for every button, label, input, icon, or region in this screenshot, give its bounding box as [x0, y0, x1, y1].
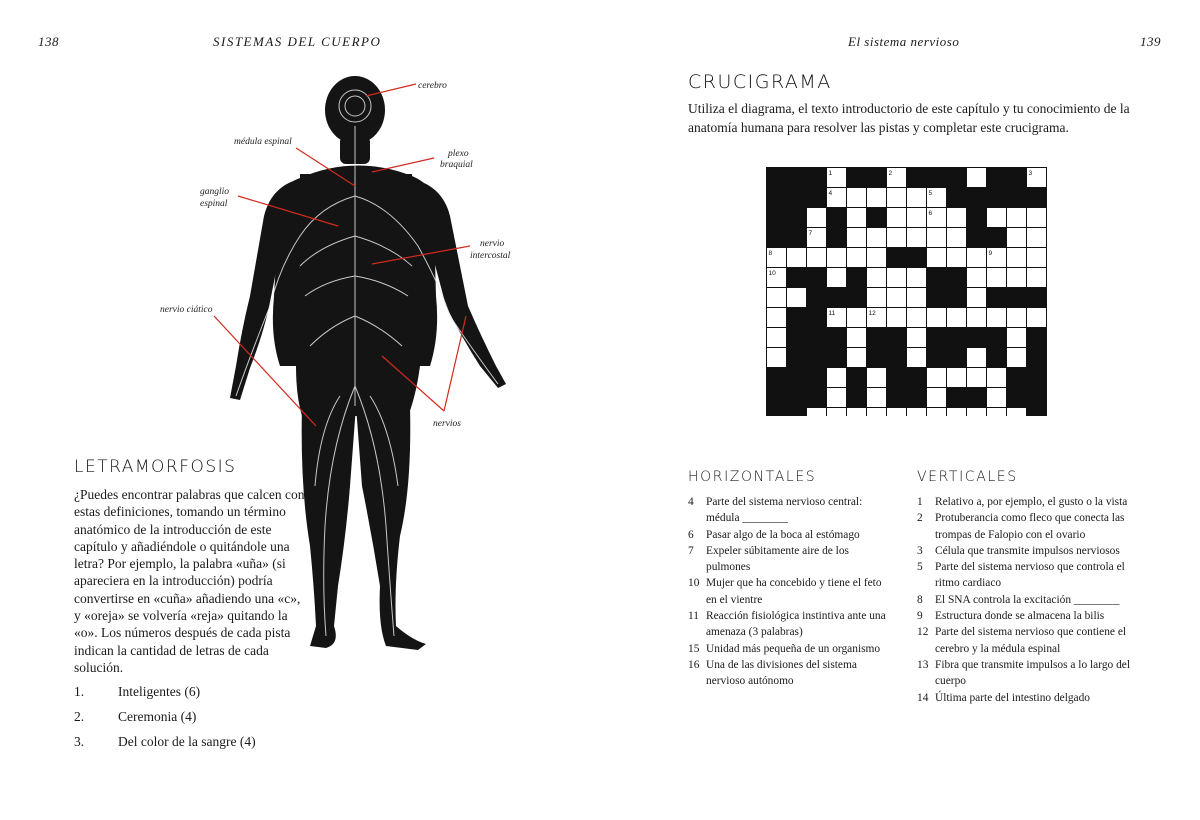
grid-cell[interactable]: [1007, 228, 1026, 247]
grid-clue-number: 12: [868, 310, 876, 317]
grid-cell[interactable]: [907, 188, 926, 207]
crucigrama-intro: Utiliza el diagrama, el texto introductorio de este capítulo y tu conocimiento de la anatomía humana para resolver las pistas y completar este crucigrama.: [688, 101, 1130, 135]
list-item: 3. Del color de la sangre (4): [74, 734, 256, 749]
label-nervio-ciatico: nervio ciático: [160, 305, 213, 315]
clue-item: 2 Protuberancia como fleco que conecta las trompas de Falopio con el ovario: [917, 512, 1125, 541]
grid-cell[interactable]: [827, 408, 846, 416]
grid-cell[interactable]: [827, 248, 846, 267]
grid-cell[interactable]: [1027, 208, 1046, 227]
grid-cell[interactable]: [847, 228, 866, 247]
clue-item: 15 Unidad más pequeña de un organismo: [688, 642, 881, 655]
clue-item: 11 Reacción fisiológica instintiva ante una amenaza (3 palabras): [688, 610, 886, 639]
grid-cell[interactable]: [767, 288, 786, 307]
grid-cell[interactable]: [1007, 268, 1026, 287]
clue-item: 12 Parte del sistema nervioso que contiene el cerebro y la médula espinal: [917, 626, 1127, 655]
letramorfosis-intro: ¿Puedes encontrar palabras que calcen con estas definiciones, tomando un término anatómico de la introducción de este capítulo y añadiéndole o quitándole una letra? Por ejemplo, la palabra «uña» (si apareciera en la introducción) podría convertirse en «cuña» añadiendo una «c», y «oreja» se volvería «reja» quitando la «o». Los números después de cada pista indican la cantidad de letras de cada solución.: [74, 487, 305, 675]
grid-cell[interactable]: [787, 288, 806, 307]
grid-cell[interactable]: [867, 408, 886, 416]
verticales-heading: VERTICALES: [917, 469, 1018, 485]
grid-clue-number: 10: [768, 270, 776, 277]
grid-cell[interactable]: [867, 368, 886, 387]
grid-cell[interactable]: [907, 308, 926, 327]
grid-cell[interactable]: [967, 168, 986, 187]
grid-cell[interactable]: [967, 408, 986, 416]
grid-cell[interactable]: [867, 268, 886, 287]
grid-cell[interactable]: [1007, 248, 1026, 267]
grid-cell[interactable]: [1027, 308, 1046, 327]
label-intercostal-2: intercostal: [470, 251, 511, 261]
grid-cell[interactable]: [947, 408, 966, 416]
grid-clue-number: 13: [808, 330, 816, 337]
grid-cell[interactable]: [847, 328, 866, 347]
grid-cell[interactable]: [887, 208, 906, 227]
grid-cell[interactable]: [867, 188, 886, 207]
grid-clue-number: 9: [988, 250, 993, 257]
grid-cell[interactable]: [967, 288, 986, 307]
crossword-grid[interactable]: [766, 167, 1047, 416]
grid-cell[interactable]: [987, 368, 1006, 387]
grid-clue-number: 11: [828, 310, 836, 317]
grid-cell[interactable]: [867, 228, 886, 247]
grid-clue-number: 5: [928, 190, 933, 197]
clue-item: 3 Célula que transmite impulsos nerviosos: [917, 544, 1120, 557]
grid-cell[interactable]: [907, 328, 926, 347]
grid-cell[interactable]: [927, 228, 946, 247]
clue-item: 8 El SNA controla la excitación ________: [917, 593, 1120, 606]
grid-cell[interactable]: [907, 348, 926, 367]
grid-clue-number: 16: [788, 410, 796, 416]
horizontales-clues: [688, 494, 893, 690]
grid-cell[interactable]: [767, 328, 786, 347]
grid-cell[interactable]: [927, 308, 946, 327]
grid-cell[interactable]: [1027, 228, 1046, 247]
grid-cell[interactable]: [987, 388, 1006, 407]
grid-cell[interactable]: [827, 268, 846, 287]
grid-cell[interactable]: [807, 408, 826, 416]
left-running-head: SISTEMAS DEL CUERPO: [213, 34, 382, 49]
grid-cell[interactable]: [1007, 208, 1026, 227]
label-ganglio-1: ganglio: [200, 187, 230, 197]
grid-cell[interactable]: [807, 248, 826, 267]
right-page-number: 139: [1140, 34, 1161, 49]
letramorfosis-title: LETRAMORFOSIS: [74, 457, 237, 477]
clue-item: 4 Parte del sistema nervioso central: médula ________: [688, 496, 863, 525]
grid-cell[interactable]: [847, 188, 866, 207]
grid-cell[interactable]: [907, 208, 926, 227]
grid-cell[interactable]: [847, 348, 866, 367]
grid-cell[interactable]: [887, 268, 906, 287]
grid-cell[interactable]: [987, 268, 1006, 287]
grid-cell[interactable]: [987, 408, 1006, 416]
verticales-clues: [917, 494, 1142, 706]
grid-cell[interactable]: [967, 268, 986, 287]
grid-cell[interactable]: [847, 308, 866, 327]
grid-cell[interactable]: [927, 368, 946, 387]
grid-clue-number: 4: [828, 190, 833, 197]
label-medula-espinal: médula espinal: [234, 137, 292, 147]
grid-clue-number: 6: [928, 210, 933, 217]
grid-cell[interactable]: [867, 388, 886, 407]
grid-cell[interactable]: [847, 208, 866, 227]
right-running-head: El sistema nervioso: [848, 34, 960, 49]
grid-cell[interactable]: [907, 268, 926, 287]
horizontales-heading: HORIZONTALES: [688, 469, 817, 485]
grid-cell[interactable]: [907, 228, 926, 247]
grid-cell[interactable]: [827, 388, 846, 407]
grid-cell[interactable]: [887, 288, 906, 307]
grid-cell[interactable]: [927, 248, 946, 267]
grid-cell[interactable]: [927, 408, 946, 416]
grid-cell[interactable]: [1027, 248, 1046, 267]
grid-cell[interactable]: [787, 248, 806, 267]
label-plexo-1: plexo: [448, 149, 469, 159]
label-nervios: nervios: [433, 419, 461, 429]
grid-cell[interactable]: [907, 288, 926, 307]
grid-cell[interactable]: [1007, 328, 1026, 347]
grid-clue-number: 2: [888, 170, 893, 177]
clue-item: 10 Mujer que ha concebido y tiene el feto en el vientre: [688, 577, 882, 606]
grid-cell[interactable]: [947, 208, 966, 227]
grid-clue-number: 14: [948, 350, 956, 357]
clue-item: 5 Parte del sistema nervioso que controla el ritmo cardiaco: [917, 561, 1125, 590]
clue-item: 1 Relativo a, por ejemplo, el gusto o la vista: [917, 496, 1128, 508]
letramorfosis-list: [74, 684, 256, 759]
grid-cell[interactable]: [887, 408, 906, 416]
grid-cell[interactable]: [887, 228, 906, 247]
grid-cell[interactable]: [867, 248, 886, 267]
clue-item: 9 Estructura donde se almacena la bilis: [917, 610, 1105, 623]
clue-item: 16 Una de las divisiones del sistema nervioso autónomo: [688, 658, 857, 688]
label-ganglio-2: espinal: [200, 199, 228, 209]
grid-cell[interactable]: [967, 248, 986, 267]
label-intercostal-1: nervio: [480, 239, 505, 249]
grid-cell[interactable]: [767, 308, 786, 327]
grid-cell[interactable]: [847, 248, 866, 267]
grid-cell[interactable]: [987, 208, 1006, 227]
left-page-number: 138: [38, 34, 59, 49]
grid-cell[interactable]: [1007, 308, 1026, 327]
grid-cell[interactable]: [847, 408, 866, 416]
list-item: 2. Ceremonia (4): [74, 709, 197, 724]
grid-clue-number: 1: [828, 170, 833, 177]
grid-cell[interactable]: [947, 248, 966, 267]
grid-cell[interactable]: [1007, 348, 1026, 367]
grid-cell[interactable]: [827, 368, 846, 387]
grid-clue-number: 8: [768, 250, 773, 257]
crucigrama-title: CRUCIGRAMA: [688, 71, 832, 93]
clue-item: 13 Fibra que transmite impulsos a lo largo del cuerpo: [917, 658, 1130, 688]
clue-item: 7 Expeler súbitamente aire de los pulmones: [688, 544, 849, 574]
grid-cell[interactable]: [947, 368, 966, 387]
label-cerebro: cerebro: [418, 81, 447, 91]
grid-cell[interactable]: [767, 348, 786, 367]
grid-cell[interactable]: [967, 308, 986, 327]
grid-cell[interactable]: [1007, 408, 1026, 416]
grid-cell[interactable]: [967, 348, 986, 367]
label-plexo-2: braquial: [440, 160, 473, 170]
grid-cell[interactable]: [987, 308, 1006, 327]
grid-cell[interactable]: [947, 228, 966, 247]
grid-cell[interactable]: [887, 308, 906, 327]
grid-clue-number: 15: [908, 370, 916, 377]
clue-item: 6 Pasar algo de la boca al estómago: [688, 528, 860, 541]
grid-cell[interactable]: [867, 288, 886, 307]
grid-cell[interactable]: [927, 388, 946, 407]
grid-cell[interactable]: [1027, 268, 1046, 287]
grid-cell[interactable]: [907, 408, 926, 416]
grid-clue-number: 3: [1028, 170, 1033, 177]
clue-item: 14 Última parte del intestino delgado: [917, 691, 1090, 704]
grid-clue-number: 7: [808, 230, 813, 237]
grid-cell[interactable]: [967, 368, 986, 387]
grid-cell[interactable]: [807, 208, 826, 227]
grid-cell[interactable]: [947, 308, 966, 327]
grid-cell[interactable]: [887, 188, 906, 207]
list-item: 1. Inteligentes (6): [74, 684, 201, 699]
